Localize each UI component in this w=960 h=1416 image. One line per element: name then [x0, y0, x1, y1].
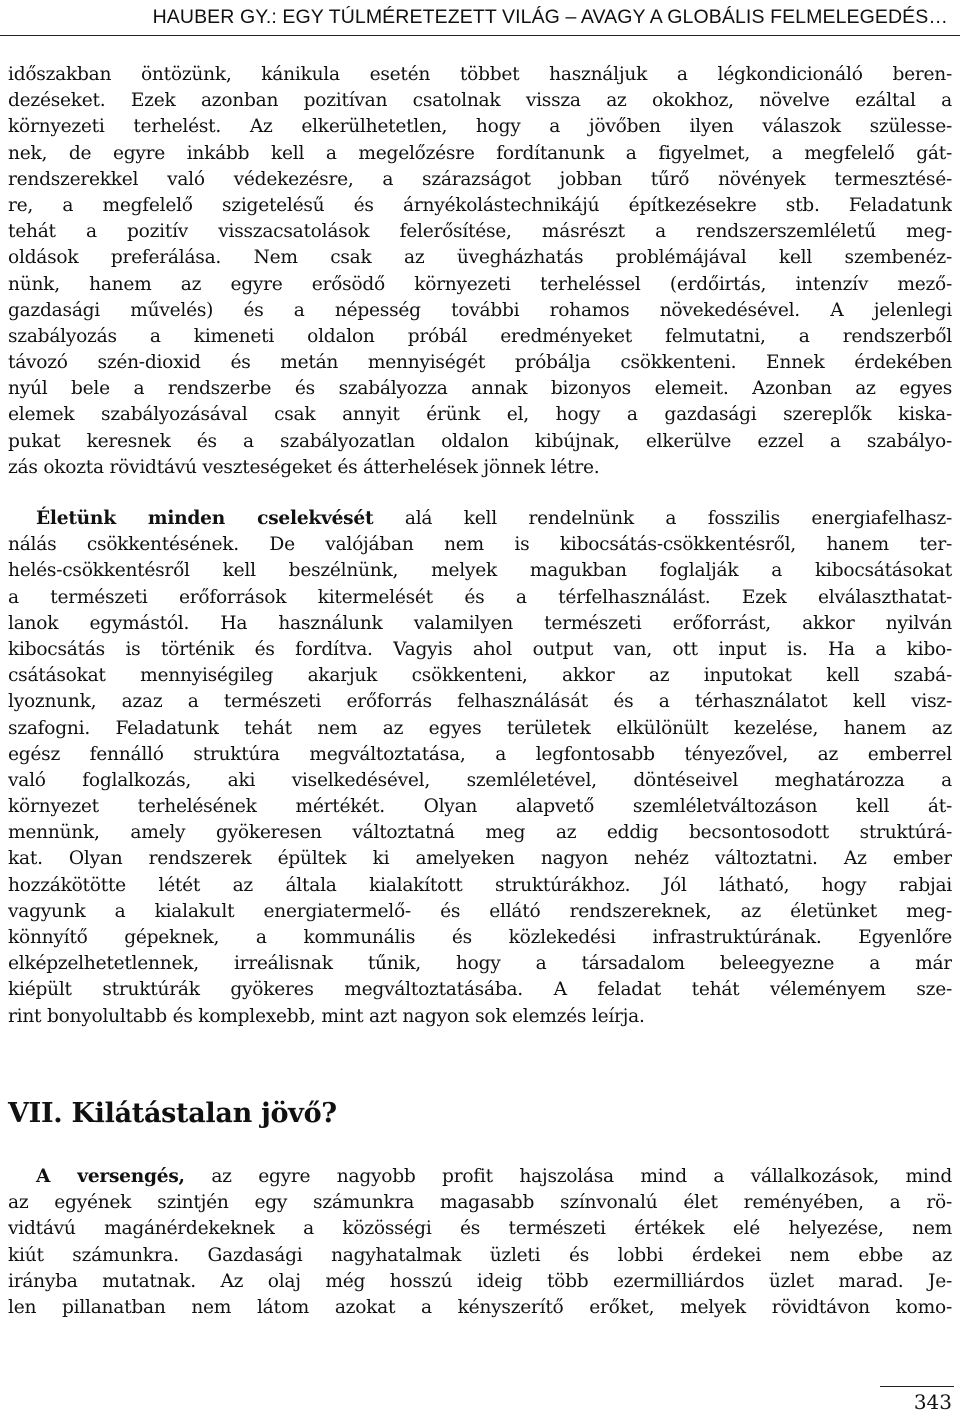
page-number: 343	[913, 1390, 952, 1414]
paragraph-2-lead: Életünk minden cselekvését	[36, 508, 374, 529]
running-title: HAUBER GY.: EGY TÚLMÉRETEZETT VILÁG – AVAGY A GLOBÁLIS FELMELEGEDÉS…	[152, 6, 948, 28]
text-line: kat. Olyan rendszerek épültek ki amelyeken nagyon nehéz változtatni. Az ember	[8, 848, 952, 870]
paragraph-3-lead: A versengés,	[36, 1166, 185, 1187]
text-line: nünk, hanem az egyre erősödő környezeti terheléssel (erdőirtás, intenzív mező-	[8, 273, 952, 295]
text-line: való foglalkozás, aki viselkedésével, szemléletével, döntéseivel meghatározza a	[8, 769, 952, 791]
paragraph-3	[8, 1164, 952, 1321]
text-line: szabályozás a kimeneti oldalon próbál eredményeket felmutatni, a rendszerből	[8, 325, 952, 347]
text-line: vagyunk a kialakult energiatermelő- és ellátó rendszereknek, az életünket meg-	[8, 900, 952, 922]
footer-rule	[880, 1386, 954, 1387]
paragraph-3-line-1	[8, 1164, 952, 1190]
text-line: egész fennálló struktúra megváltoztatása, a legfontosabb tényezővel, az emberrel	[8, 743, 952, 765]
text-line: lyoznunk, azaz a természeti erőforrás felhasználását és a térhasználatot kell visz-	[8, 691, 952, 713]
text-line: csátásokat mennyiségileg akarjuk csökkenteni, akkor az inputokat kell szabá-	[8, 665, 952, 687]
text-line: környezeti terhelést. Az elkerülhetetlen, hogy a jövőben ilyen válaszok szülesse-	[8, 116, 952, 138]
text-line: időszakban öntözünk, kánikula esetén többet használjuk a légkondicionáló beren-	[8, 64, 952, 85]
text-line: nálás csökkentésének. De valójában nem is kibocsátás-csökkentésről, hanem ter-	[8, 534, 952, 556]
text-line: lanok egymástól. Ha használunk valamilyen természeti erőforrást, akkor nyilván	[8, 612, 952, 634]
text-line: kibocsátás is történik és fordítva. Vagyis ahol output van, ott input is. Ha a kibo-	[8, 638, 952, 660]
text-line: nyúl bele a rendszerbe és szabályozza annak bizonyos elemeit. Azonban az egyes	[8, 378, 952, 400]
text-line: helés-csökkentésről kell beszélnünk, melyek magukban foglalják a kibocsátásokat	[8, 560, 952, 582]
text-line: elemek szabályozásával csak annyit érünk el, hogy a gazdasági szereplők kiska-	[8, 404, 952, 426]
text-line: zás okozta rövidtávú veszteségeket és átterhelések jönnek létre.	[8, 456, 600, 478]
text-line: kiépült struktúrák gyökeres megváltoztatásába. A feladat tehát véleményem sze-	[8, 979, 952, 1001]
text-line: mennünk, amely gyökeresen változtatná meg az eddig becsontosodott struktúrá-	[8, 822, 952, 844]
paragraph-3-first-line-rest: az egyre nagyobb profit hajszolása mind a vállalkozások, mind	[184, 1166, 952, 1187]
text-line: távozó szén-dioxid és metán mennyiségét próbálja csökkenteni. Ennek érdekében	[8, 352, 952, 374]
text-line: len pillanatban nem látom azokat a kényszerítő erőket, melyek rövidtávon komo-	[8, 1296, 952, 1318]
paragraph-1	[8, 62, 952, 481]
text-line: rint bonyolultabb és komplexebb, mint azt nagyon sok elemzés leírja.	[8, 1005, 645, 1027]
text-line: re, a megfelelő szigetelésű és árnyékolástechnikájú építkezésekre stb. Feladatunk	[8, 194, 952, 216]
text-line: az egyének szintjén egy számunkra magasabb színvonalú élet reményében, a rö-	[8, 1192, 952, 1214]
running-header	[0, 0, 960, 40]
paragraph-2	[8, 506, 952, 1030]
text-line: rendszerekkel való védekezésre, a szárazságot jobban tűrő növények termesztésé-	[8, 168, 952, 190]
text-line: kiút számunkra. Gazdasági nagyhatalmak üzleti és lobbi érdekei nem ebbe az	[8, 1244, 952, 1266]
text-line: dezéseket. Ezek azonban pozitívan csatolnak vissza az okokhoz, növelve ezáltal a	[8, 90, 952, 112]
text-line: vidtávú magánérdekeknek a közösségi és természeti értékek elé helyezése, nem	[8, 1218, 952, 1240]
text-line: tehát a pozitív visszacsatolások felerősítése, másrészt a rendszerszemléletű meg-	[8, 221, 952, 243]
text-line: könnyítő gépeknek, a kommunális és közlekedési infrastruktúrának. Egyenlőre	[8, 927, 952, 948]
text-line: nek, de egyre inkább kell a megelőzésre fordítanunk a figyelmet, a megfelelő gát-	[8, 142, 952, 164]
text-line: elképzelhetetlennek, irreálisnak tűnik, hogy a társadalom beleegyezne a már	[8, 953, 952, 975]
text-line: szafogni. Feladatunk tehát nem az egyes területek elkülönült kezelése, hanem az	[8, 717, 952, 739]
paragraph-2-line-1	[8, 506, 952, 532]
text-line: gazdasági művelés) és a népesség további rohamos növekedésével. A jelenlegi	[8, 299, 952, 321]
text-line: hozzákötötte létét az általa kialakított struktúrákhoz. Jól látható, hogy rabjai	[8, 874, 952, 896]
section-heading: VII. Kilátástalan jövő?	[8, 1098, 337, 1129]
text-line: pukat keresnek és a szabályozatlan oldalon kibújnak, elkerülve ezzel a szabályo-	[8, 430, 952, 452]
header-rule	[0, 35, 960, 36]
text-line: a természeti erőforrások kitermelését és a térfelhasználást. Ezek elválaszthatat-	[8, 586, 952, 608]
paragraph-2-first-line-rest: alá kell rendelnünk a fosszilis energiafelhasz-	[373, 508, 952, 529]
text-line: oldások preferálása. Nem csak az üvegházhatás problémájával kell szembenéz-	[8, 247, 952, 269]
text-line: irányba mutatnak. Az olaj még hosszú ideig több ezermilliárdos üzlet marad. Je-	[8, 1270, 952, 1292]
text-line: környezet terhelésének mértékét. Olyan alapvető szemléletváltozáson kell át-	[8, 796, 952, 818]
